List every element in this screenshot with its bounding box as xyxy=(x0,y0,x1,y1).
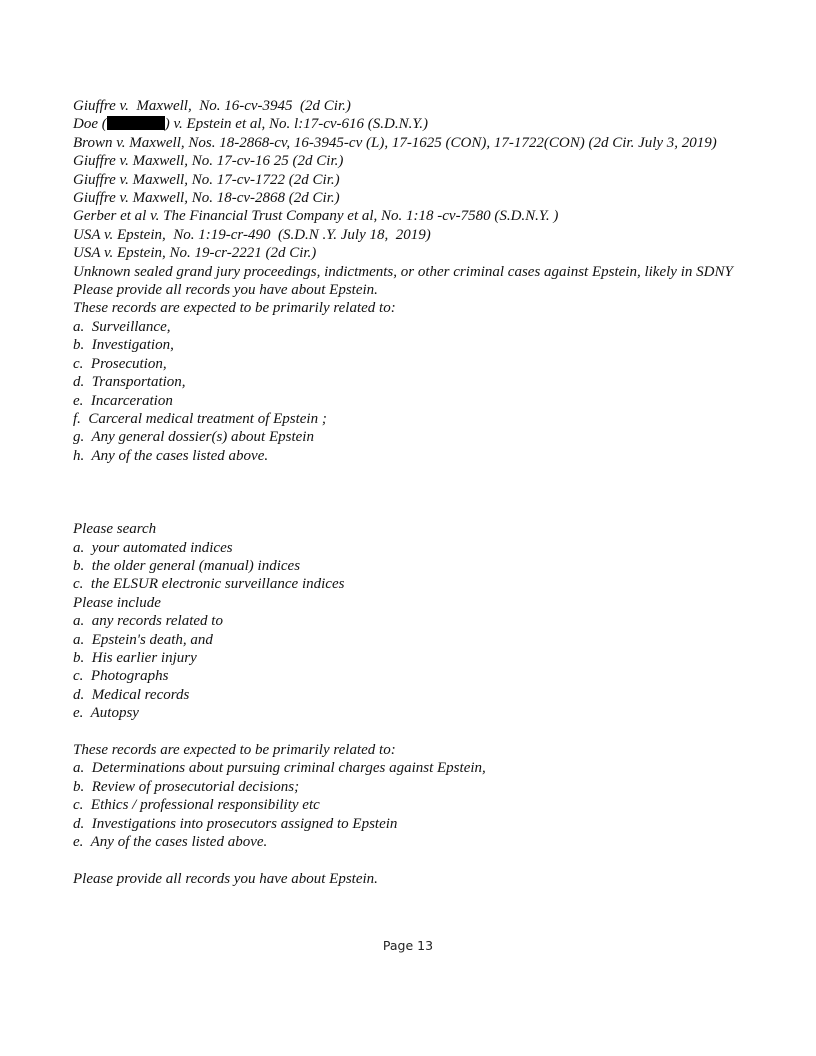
list-item: b. Review of prosecutorial decisions; xyxy=(73,778,300,795)
case-citation: USA v. Epstein, No. 19-cr-2221 (2d Cir.) xyxy=(73,245,317,262)
list-item: d. Medical records xyxy=(73,686,190,703)
document-body xyxy=(73,97,753,888)
search-heading: Please search xyxy=(73,521,157,538)
page-number: Page 13 xyxy=(382,938,434,953)
case-citation: Unknown sealed grand jury proceedings, indictments, or other criminal cases against Epstein, likely in SDNY xyxy=(73,263,733,280)
list-item: b. Investigation, xyxy=(73,337,174,354)
related-heading: These records are expected to be primarily related to: xyxy=(73,300,396,317)
case-suffix: ) v. Epstein et al, No. l:17-cv-616 (S.D.N.Y.) xyxy=(164,116,429,133)
list-item: a. Surveillance, xyxy=(73,318,171,335)
case-citation: Giuffre v. Maxwell, No. 17-cv-16 25 (2d Cir.) xyxy=(73,153,344,170)
case-citation: Giuffre v. Maxwell, No. 16-cv-3945 (2d Cir.) xyxy=(73,98,351,114)
list-item: e. Incarceration xyxy=(73,392,173,409)
list-item: g. Any general dossier(s) about Epstein xyxy=(73,429,314,446)
list-item: e. Any of the cases listed above. xyxy=(73,834,268,851)
list-item: d. Transportation, xyxy=(73,374,186,391)
list-item: a. Epstein's death, and xyxy=(73,631,213,648)
related-heading: These records are expected to be primarily related to: xyxy=(73,741,396,758)
include-heading: Please include xyxy=(73,594,161,611)
list-item: e. Autopsy xyxy=(73,705,139,722)
list-item: f. Carceral medical treatment of Epstein ; xyxy=(73,410,327,427)
list-item: h. Any of the cases listed above. xyxy=(73,447,269,464)
spacer xyxy=(73,465,753,520)
redaction-box xyxy=(107,116,165,130)
case-citation: Giuffre v. Maxwell, No. 17-cv-1722 (2d Cir.) xyxy=(73,171,340,188)
spacer xyxy=(73,723,753,741)
case-citation-redacted xyxy=(73,115,753,133)
request-statement: Please provide all records you have about Epstein. xyxy=(73,282,378,299)
case-citation: USA v. Epstein, No. 1:19-cr-490 (S.D.N .Y. July 18, 2019) xyxy=(73,226,431,243)
list-item: b. His earlier injury xyxy=(73,649,197,666)
list-item: c. Ethics / professional responsibility etc xyxy=(73,797,320,814)
list-item: a. any records related to xyxy=(73,613,223,630)
list-item: b. the older general (manual) indices xyxy=(73,557,301,574)
list-item: a. your automated indices xyxy=(73,539,233,556)
list-item: d. Investigations into prosecutors assigned to Epstein xyxy=(73,815,398,832)
list-item: a. Determinations about pursuing criminal charges against Epstein, xyxy=(73,760,486,777)
case-citation: Gerber et al v. The Financial Trust Company et al, No. 1:18 -cv-7580 (S.D.N.Y. ) xyxy=(73,208,559,225)
request-statement: Please provide all records you have about Epstein. xyxy=(73,870,378,887)
list-item: c. Prosecution, xyxy=(73,355,167,372)
case-prefix: Doe ( xyxy=(73,116,107,133)
spacer xyxy=(73,851,753,869)
list-item: c. Photographs xyxy=(73,668,169,685)
case-citation: Brown v. Maxwell, Nos. 18-2868-cv, 16-3945-cv (L), 17-1625 (CON), 17-1722(CON) (2d Cir. July 3, 2019) xyxy=(73,134,717,151)
case-citation: Giuffre v. Maxwell, No. 18-cv-2868 (2d Cir.) xyxy=(73,190,340,207)
list-item: c. the ELSUR electronic surveillance indices xyxy=(73,576,345,593)
